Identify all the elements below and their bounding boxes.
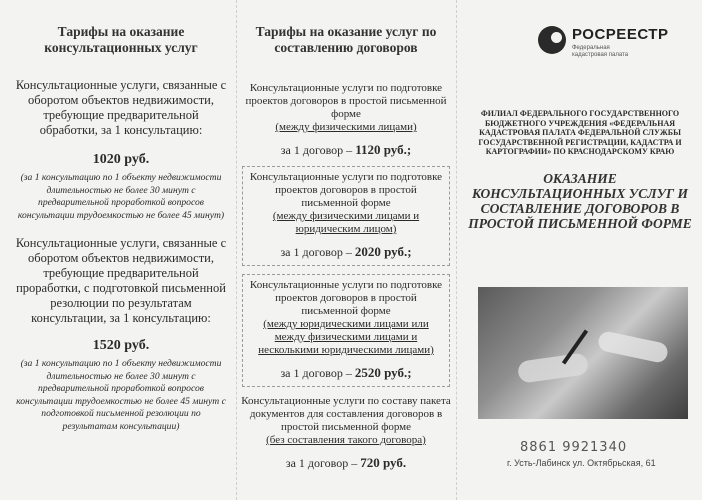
contract-item-price-line	[247, 244, 445, 260]
service2-price: 1520 руб.	[92, 338, 150, 353]
service2-note: (за 1 консультацию по 1 объекту недвижимости длительностью не более 30 минут с предварительной проработкой вопросов консультации трудоемкостью не более 45 минут с подготовкой письменной резолюции по результатам консультации)	[16, 358, 226, 432]
service1-note: (за 1 консультацию по 1 объекту недвижимости длительностью не более 30 минут с предварительной проработкой вопросов консультации трудоемкостью не более 45 минут)	[17, 172, 225, 221]
brochure-title: ОКАЗАНИЕ КОНСУЛЬТАЦИОННЫХ УСЛУГ И СОСТАВЛЕНИЕ ДОГОВОРОВ В ПРОСТОЙ ПИСЬМЕННОЙ ФОРМЕ	[468, 170, 692, 231]
contract-item-price-line	[240, 455, 452, 471]
contract-item-description: Консультационные услуги по подготовке проектов договоров в простой письменной форме	[249, 279, 443, 317]
contract-item-price: 720 руб.	[360, 455, 407, 470]
contract-item	[240, 82, 452, 158]
rosreestr-logo-icon	[538, 26, 566, 54]
contract-item-parties: (между физическими лицами и юридическим лицом)	[272, 210, 420, 235]
contract-tariffs-panel	[236, 0, 456, 500]
hand-shape	[597, 330, 670, 364]
contract-item-description: Консультационные услуги по подготовке проектов договоров в простой письменной форме	[245, 82, 447, 120]
contract-item	[242, 166, 450, 266]
phone-number: 8861 9921340	[520, 440, 628, 455]
price-label: за 1 договор –	[280, 143, 356, 157]
contract-item-price-line	[247, 365, 445, 381]
contract-item-price: 2520 руб.;	[354, 365, 412, 380]
service1-price: 1020 руб.	[92, 152, 150, 167]
contract-item	[240, 395, 452, 471]
contract-tariffs-heading: Тарифы на оказание услуг по составлению договоров	[255, 24, 437, 55]
service2-description: Консультационные услуги, связанные с оборотом объектов недвижимости, требующие предварительной проработки, с подготовкой письменной резолюции по результатам консультации, за 1 консультацию:	[15, 236, 227, 325]
contract-item-parties: (без составления такого договора)	[266, 434, 426, 446]
contract-item-price: 1120 руб.;	[355, 142, 412, 157]
contract-item-price-line	[240, 142, 452, 158]
contract-item-parties: (между юридическими лицами или между физическими лицами и несколькими юридическими лицами)	[258, 318, 434, 356]
consultation-tariffs-panel	[0, 0, 236, 500]
address: г. Усть-Лабинск ул. Октябрьская, 61	[507, 458, 656, 468]
contract-item-parties: (между физическими лицами)	[275, 121, 417, 133]
cover-panel	[456, 0, 702, 500]
service1-description: Консультационные услуги, связанные с оборотом объектов недвижимости, требующие предварительной обработки, за 1 консультацию:	[15, 78, 227, 137]
consultation-tariffs-heading: Тарифы на оказание консультационных услуг	[44, 24, 198, 55]
rosreestr-logo	[538, 26, 694, 59]
contract-item-description: Консультационные услуги по подготовке проектов договоров в простой письменной форме	[249, 171, 443, 209]
price-label: за 1 договор –	[280, 366, 355, 380]
contract-item-description: Консультационные услуги по составу пакета документов для составления договоров в простой письменной форме	[241, 395, 451, 433]
contract-item-price: 2020 руб.;	[354, 244, 412, 259]
price-label: за 1 договор –	[285, 456, 361, 470]
logo-name: РОСРЕЕСТР	[572, 26, 669, 43]
signing-document-photo	[478, 287, 688, 419]
price-label: за 1 договор –	[280, 245, 355, 259]
contract-item	[242, 274, 450, 387]
logo-subtitle: Федеральная кадастровая палата	[572, 45, 629, 58]
organization-name: ФИЛИАЛ ФЕДЕРАЛЬНОГО ГОСУДАРСТВЕННОГО БЮДЖЕТНОГО УЧРЕЖДЕНИЯ «ФЕДЕРАЛЬНАЯ КАДАСТРОВАЯ ПАЛАТА ФЕДЕРАЛЬНОЙ СЛУЖБЫ ГОСУДАРСТВЕННОЙ РЕГИСТРАЦИИ, КАДАСТРА И КАРТОГРАФИИ» ПО КРАСНОДАРСКОМУ КРАЮ	[478, 109, 682, 156]
hand-shape	[517, 352, 589, 384]
